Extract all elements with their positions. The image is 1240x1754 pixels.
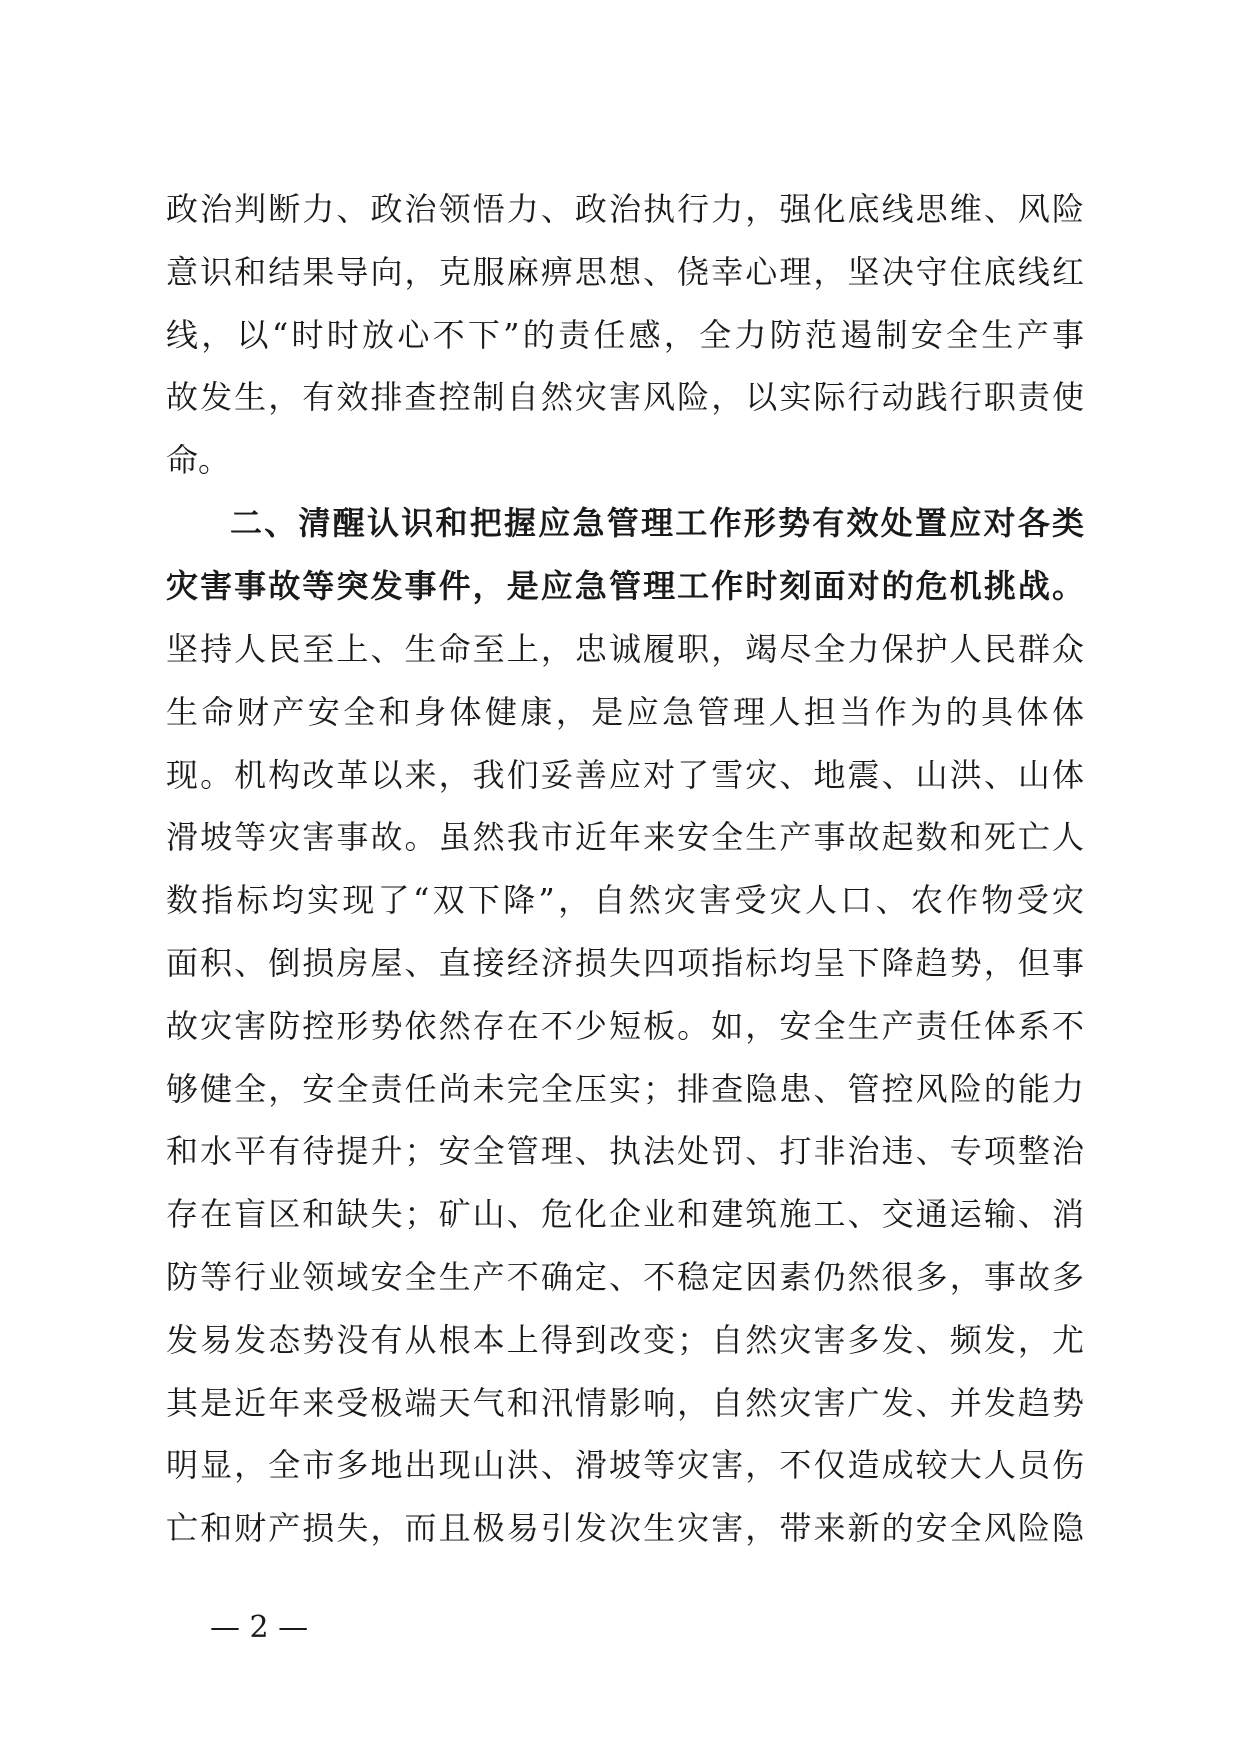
text-line: 故灾害防控形势依然存在不少短板。如，安全生产责任体系不	[166, 1006, 1084, 1045]
text-line: 政治判断力、政治领悟力、政治执行力，强化底线思维、风险	[166, 190, 1084, 228]
text-line: 命。	[166, 441, 231, 480]
text-line: 存在盲区和缺失；矿山、危化企业和建筑施工、交通运输、消	[166, 1195, 1084, 1234]
text-line: 明显，全市多地出现山洪、滑坡等灾害，不仅造成较大人员伤	[166, 1446, 1084, 1485]
text-line: 意识和结果导向，克服麻痹思想、侥幸心理，坚决守住底线红	[166, 252, 1084, 291]
text-line: 线，以“时时放心不下”的责任感，全力防范遏制安全生产事	[166, 315, 1084, 354]
text-line: 生命财产安全和身体健康，是应急管理人担当作为的具体体	[166, 692, 1084, 731]
paragraph-continued	[166, 178, 1084, 492]
text-line: 数指标均实现了“双下降”，自然灾害受灾人口、农作物受灾	[166, 881, 1084, 920]
text-line: 其是近年来受极端天气和汛情影响，自然灾害广发、并发趋势	[166, 1383, 1084, 1422]
heading-line: 二、清醒认识和把握应急管理工作形势有效处置应对各类	[230, 504, 1084, 542]
text-line: 面积、倒损房屋、直接经济损失四项指标均呈下降趋势，但事	[166, 943, 1084, 982]
paragraph-body	[166, 618, 1084, 1560]
text-line: 防等行业领域安全生产不确定、不稳定因素仍然很多，事故多	[166, 1257, 1084, 1296]
section-heading	[166, 492, 1084, 618]
text-line: 发易发态势没有从根本上得到改变；自然灾害多发、频发，尤	[166, 1320, 1084, 1359]
text-line: 现。机构改革以来，我们妥善应对了雪灾、地震、山洪、山体	[166, 755, 1084, 794]
text-line: 滑坡等灾害事故。虽然我市近年来安全生产事故起数和死亡人	[166, 818, 1084, 857]
page-number: — 2 —	[210, 1610, 309, 1645]
text-line: 亡和财产损失，而且极易引发次生灾害，带来新的安全风险隐	[166, 1509, 1084, 1548]
text-line: 坚持人民至上、生命至上，忠诚履职，竭尽全力保护人民群众	[166, 630, 1084, 668]
text-line: 够健全，安全责任尚未完全压实；排查隐患、管控风险的能力	[166, 1069, 1084, 1108]
heading-line: 灾害事故等突发事件，是应急管理工作时刻面对的危机挑战。	[166, 566, 1084, 605]
text-line: 故发生，有效排查控制自然灾害风险，以实际行动践行职责使	[166, 378, 1084, 417]
text-line: 和水平有待提升；安全管理、执法处罚、打非治违、专项整治	[166, 1132, 1084, 1171]
